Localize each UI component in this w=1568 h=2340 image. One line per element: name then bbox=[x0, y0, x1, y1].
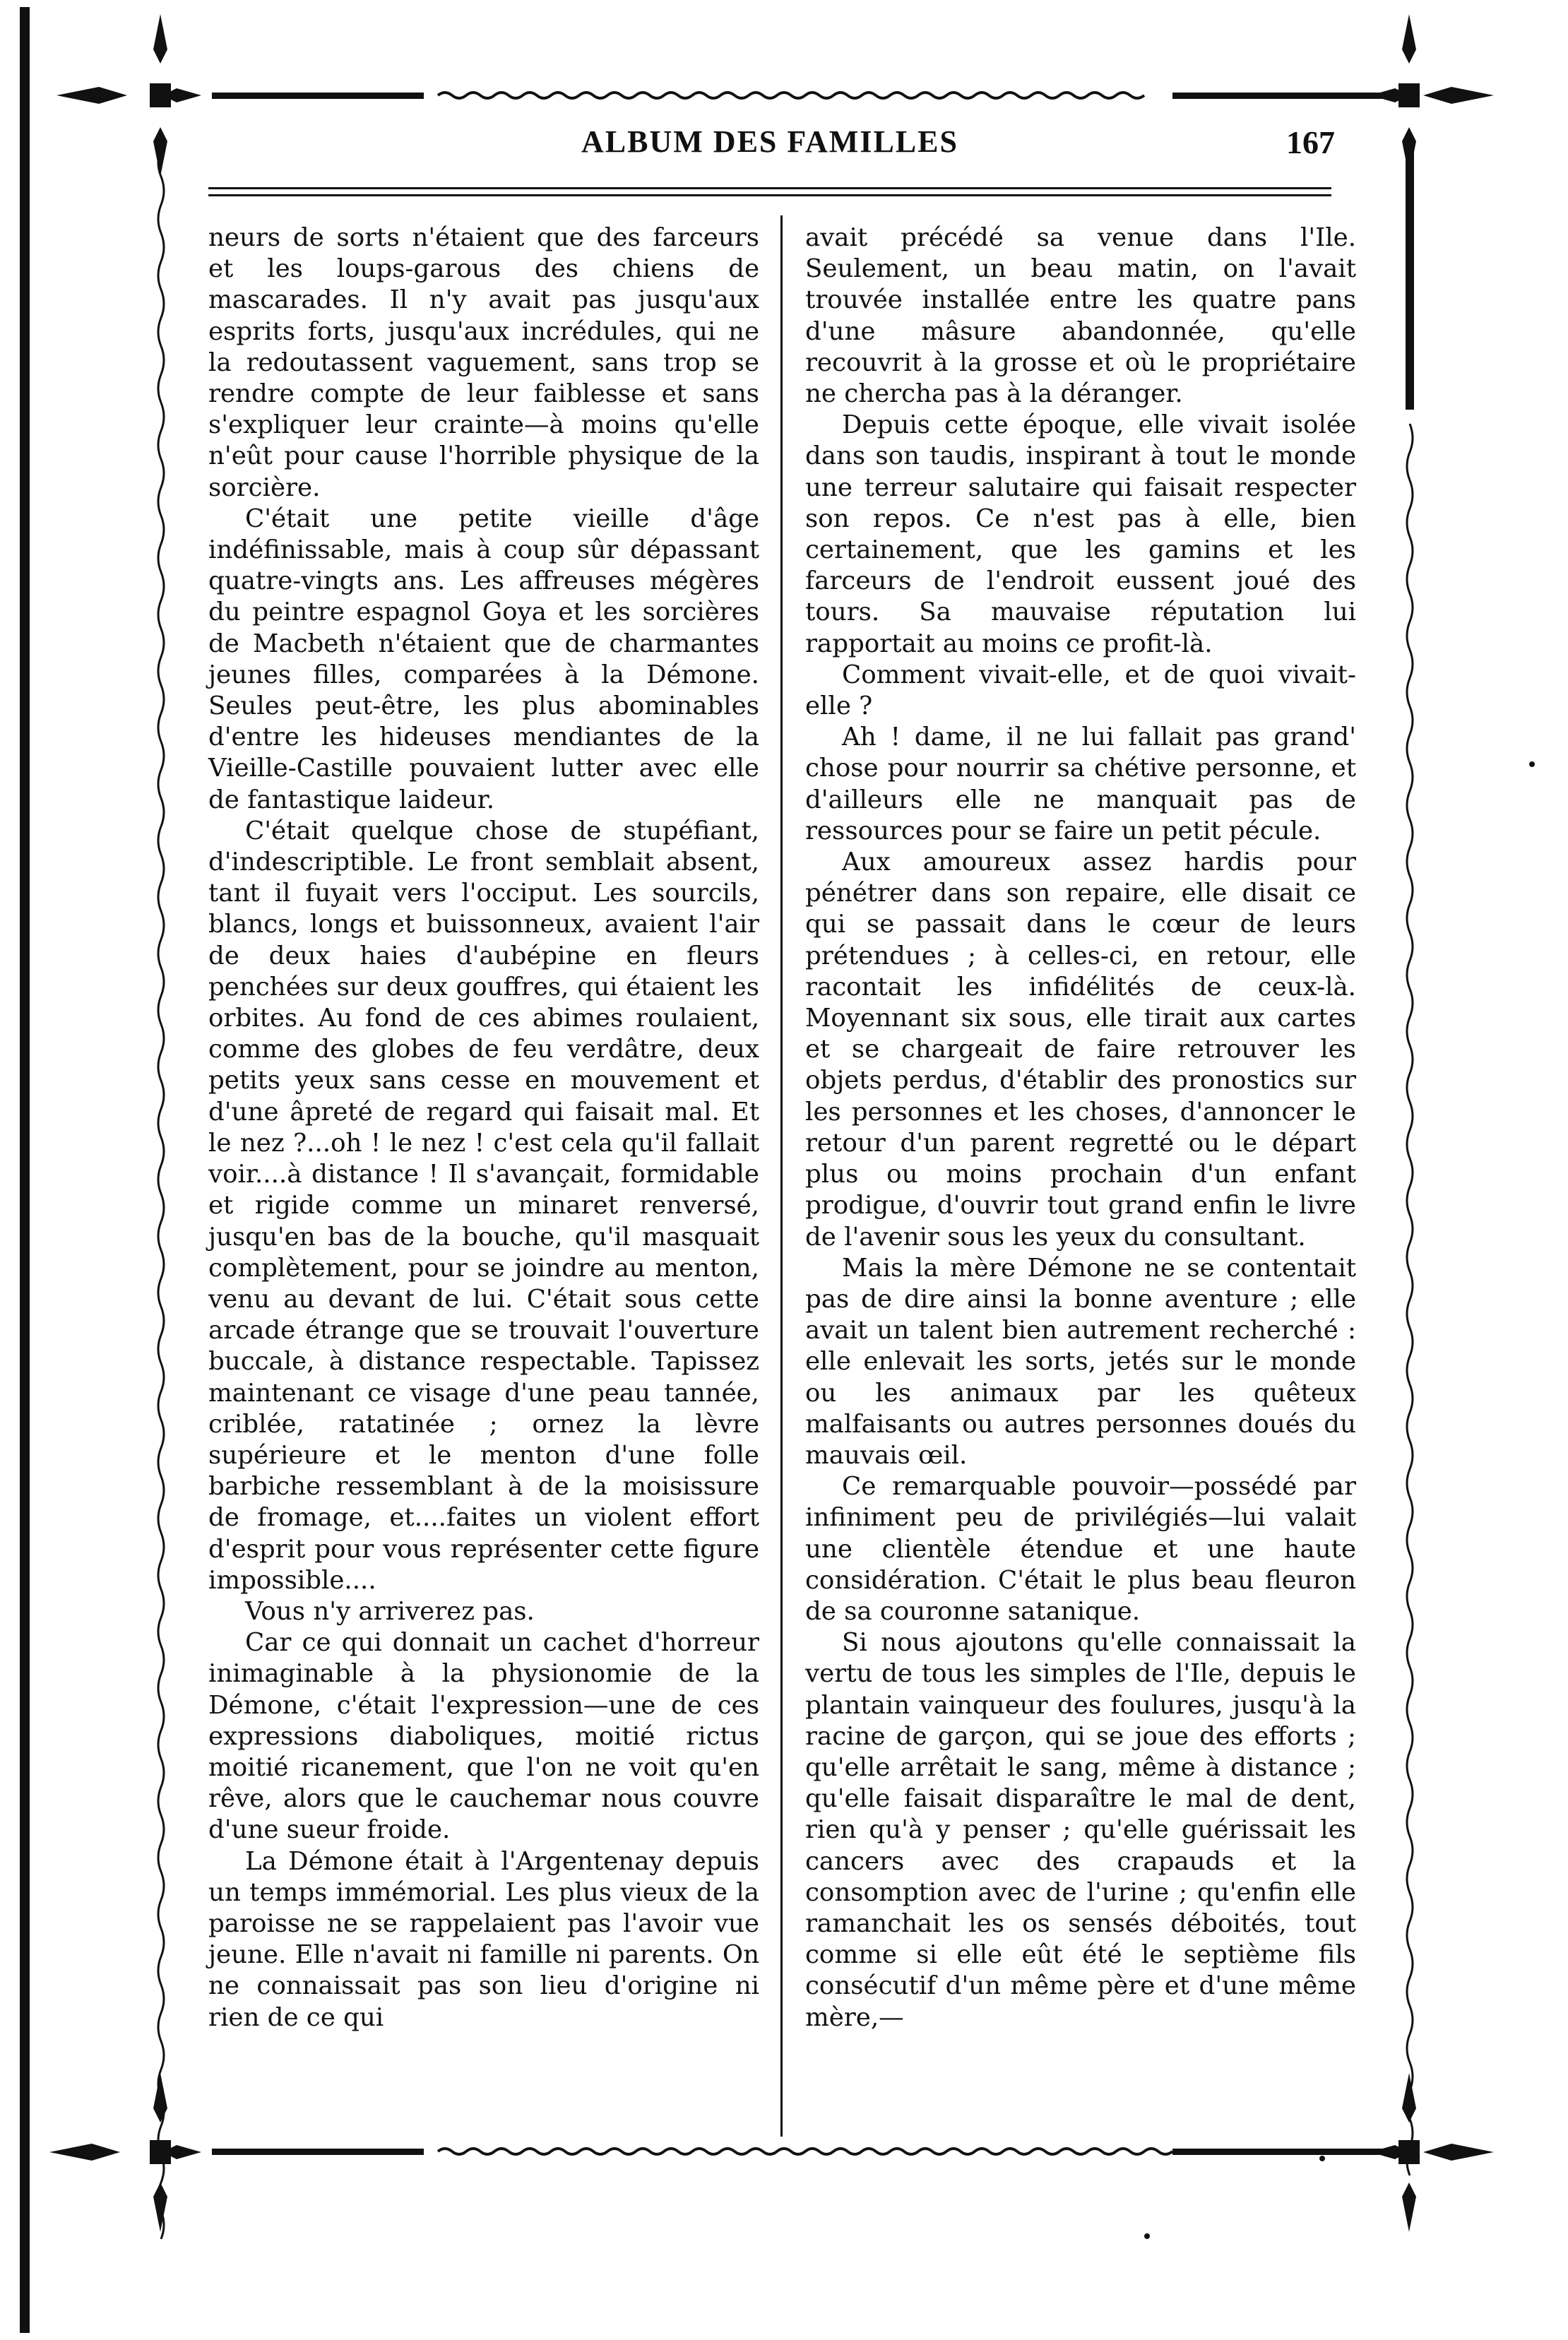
header-rule-top bbox=[208, 187, 1331, 189]
ink-speck bbox=[1319, 2156, 1325, 2161]
page-number: 167 bbox=[1286, 124, 1335, 160]
ink-speck bbox=[1144, 2233, 1150, 2239]
paragraph: Si nous ajoutons qu'elle connaissait la vertu de tous les simples de l'Ile, depuis le plantain vainqueur des foulures, jusqu'à la racine de garçon, qui se joue des efforts ; qu'elle arrêtait le sang, même à distance ; qu'elle faisait disparaître le mal de dent, rien qu'à y penser ; qu'elle guérissait les cancers avec des crapauds et la consomption avec de l'urine ; qu'enfin elle ramanchait les os sensés déboités, tout comme si elle eût été le septième fils consécutif d'un même père et d'une même mère,— bbox=[805, 1628, 1356, 2032]
running-head bbox=[177, 124, 1363, 173]
paragraph: Vous n'y arriverez pas. bbox=[245, 1596, 535, 1626]
paragraph: neurs de sorts n'étaient que des farceurs et les loups-garous des chiens de mascarades. Il n'y avait pas jusqu'aux esprits forts, jusqu'aux incrédules, qui ne la redoutassent vaguement, sans trop se rendre compte de leur faiblesse et sans s'expliquer leur crainte—à moins qu'elle n'eût pour cause l'horrible physique de la sorcière. bbox=[208, 223, 759, 502]
page-title: ALBUM DES FAMILLES bbox=[581, 124, 958, 159]
paragraph: Comment vivait-elle, et de quoi vivait-elle ? bbox=[805, 660, 1356, 721]
paragraph: avait précédé sa venue dans l'Ile. Seulement, un beau matin, on l'avait trouvée installée entre les quatre pans d'une mâsure abandonnée, qu'elle recouvrit à la grosse et où le propriétaire ne chercha pas à la déranger. bbox=[805, 223, 1356, 409]
paragraph: Mais la mère Démone ne se contentait pas de dire ainsi la bonne aventure ; elle avait un talent bien autrement recherché : elle enlevait les sorts, jetés sur le monde ou les animaux par les quêteux malfaisants ou autres personnes doués du mauvais œil. bbox=[805, 1253, 1356, 1470]
paragraph: La Démone était à l'Argentenay depuis un temps immémorial. Les plus vieux de la paroisse ne se rappelaient pas l'avoir vue jeune. Elle n'avait ni famille ni parents. On ne connaissait pas son lieu d'origine ni rien de ce qui bbox=[208, 1846, 759, 2032]
right-column bbox=[805, 222, 1356, 2033]
header-rule-bottom bbox=[208, 194, 1331, 196]
left-column bbox=[208, 222, 759, 2033]
paragraph: C'était une petite vieille d'âge indéfinissable, mais à coup sûr dépassant quatre-vingts ans. Les affreuses mégères du peintre espagnol Goya et les sorcières de Macbeth n'étaient que de charmantes jeunes filles, comparées à la Démone. Seules peut-être, les plus abominables d'entre les hideuses mendiantes de la Vieille-Castille pouvaient lutter avec elle de fantastique laideur. bbox=[208, 504, 759, 814]
paragraph: Aux amoureux assez hardis pour pénétrer dans son repaire, elle disait ce qui se passait dans le cœur de leurs prétendues ; à celles-ci, en retour, elle racontait les infidélités de ceux-là. Moyennant six sous, elle tirait aux cartes et se chargeait de faire retrouver les objets perdus, d'établir des pronostics sur les personnes et les choses, d'annoncer le retour d'un parent regretté ou le départ plus ou moins prochain d'un enfant prodigue, d'ouvrir tout grand enfin le livre de l'avenir sous les yeux du consultant. bbox=[805, 848, 1356, 1252]
paragraph: Ce remarquable pouvoir—possédé par infiniment peu de privilégiés—lui valait une clientèle étendue et une haute considération. C'était le plus beau fleuron de sa couronne satanique. bbox=[805, 1472, 1356, 1626]
ink-speck bbox=[1529, 761, 1535, 767]
column-divider bbox=[780, 215, 783, 2137]
paragraph: Ah ! dame, il ne lui fallait pas grand' chose pour nourrir sa chétive personne, et d'ailleurs elle ne manquait pas de ressources pour se faire un petit pécule. bbox=[805, 723, 1356, 845]
paragraph: Car ce qui donnait un cachet d'horreur inimaginable à la physionomie de la Démone, c'était l'expression—une de ces expressions diaboliques, moitié rictus moitié ricanement, que l'on ne voit qu'en rêve, alors que le cauchemar nous couvre d'une sueur froide. bbox=[208, 1628, 759, 1845]
paragraph: C'était quelque chose de stupéfiant, d'indescriptible. Le front semblait absent, tant il fuyait vers l'occiput. Les sourcils, blancs, longs et buissonneux, avaient l'air de deux haies d'aubépine en fleurs penchées sur deux gouffres, qui étaient les orbites. Au fond de ces abimes roulaient, comme des globes de feu verdâtre, deux petits yeux sans cesse en mouvement et d'une âpreté de regard qui faisait mal. Et le nez ?...oh ! le nez ! c'est cela qu'il fallait voir....à distance ! Il s'avançait, formidable et rigide comme un minaret renversé, jusqu'en bas de la bouche, qu'il masquait complètement, pour se joindre au menton, venu au devant de lui. C'était sous cette arcade étrange que se trouvait l'ouverture buccale, à distance respectable. Tapissez maintenant ce visage d'une peau tannée, criblée, ratatinée ; ornez la lèvre supérieure et le menton d'une folle barbiche ressemblant à de la moisissure de fromage, et....faites un violent effort d'esprit pour vous représenter cette figure impossible.... bbox=[208, 816, 759, 1595]
paragraph: Depuis cette époque, elle vivait isolée dans son taudis, inspirant à tout le monde une terreur salutaire qui faisait respecter son repos. Ce n'est pas à elle, bien certainement, que les gamins et les farceurs de l'endroit eussent joué des tours. Sa mauvaise réputation lui rapportait au moins ce profit-là. bbox=[805, 410, 1356, 658]
